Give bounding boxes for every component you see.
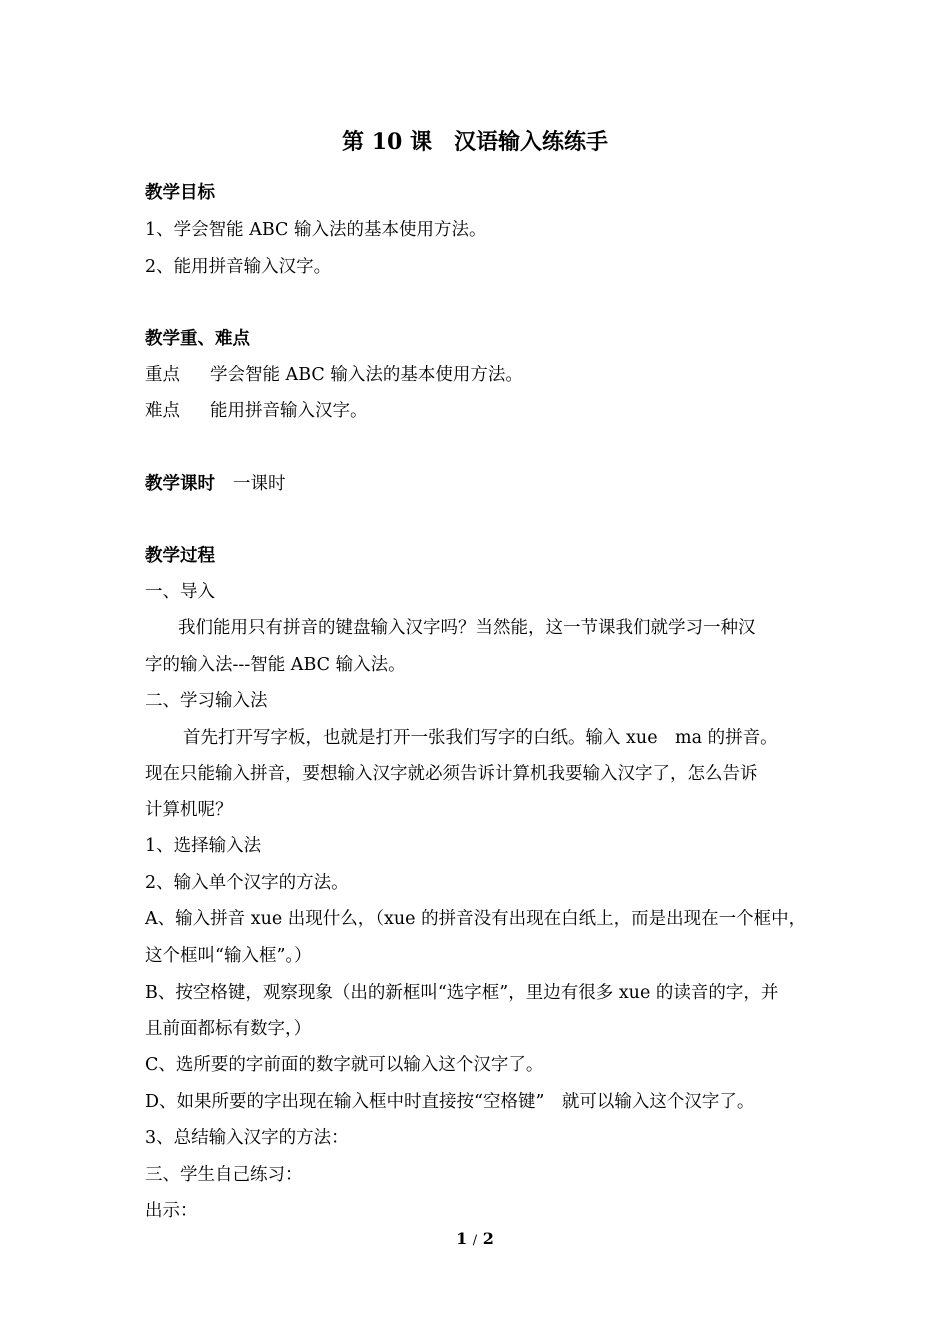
- section-2-paragraph-line-3: 计算机呢？: [145, 800, 233, 820]
- key-point-row: [145, 364, 825, 386]
- page-separator: /: [472, 1233, 478, 1248]
- step-b-line-1: B、按空格键，观察现象（出的新框叫“选字框”，里边有很多 xue 的读音的字，并: [145, 983, 779, 1003]
- section-3-title: 三、学生自己练习：: [145, 1165, 303, 1185]
- section-1-paragraph-line-2: 字的输入法---智能 ABC 输入法。: [145, 655, 406, 675]
- process-heading: 教学过程: [145, 546, 215, 566]
- step-1: 1、选择输入法: [145, 836, 262, 856]
- section-1-title: 一、导入: [145, 582, 215, 602]
- lesson-title: 第 10 课 汉语输入练练手: [342, 129, 608, 155]
- step-2: 2、输入单个汉字的方法。: [145, 873, 349, 893]
- difficult-point-label: 难点: [145, 401, 180, 421]
- total-pages: 2: [482, 1229, 494, 1248]
- section-1-paragraph-line-1: 我们能用只有拼音的键盘输入汉字吗？当然能，这一节课我们就学习一种汉: [178, 618, 756, 638]
- difficult-point-row: [145, 400, 825, 422]
- step-c: C、选所要的字前面的数字就可以输入这个汉字了。: [145, 1055, 544, 1075]
- step-a-line-2: 这个框叫“输入框”。）: [145, 946, 312, 966]
- page-number: [0, 1228, 950, 1252]
- hours-row: [145, 473, 825, 495]
- section-2-paragraph-line-1: 首先打开写字板，也就是打开一张我们写字的白纸。输入 xue ma 的拼音。: [183, 728, 778, 748]
- current-page: 1: [456, 1229, 468, 1248]
- step-a-line-1: A、输入拼音 xue 出现什么，（xue 的拼音没有出现在白纸上，而是出现在一个框中，: [145, 909, 807, 929]
- section-2-paragraph-line-2: 现在只能输入拼音，要想输入汉字就必须告诉计算机我要输入汉字了，怎么告诉: [145, 764, 758, 784]
- step-b-line-2: 且前面都标有数字，）: [145, 1019, 312, 1039]
- hours-heading: 教学课时: [145, 474, 215, 494]
- goals-heading: 教学目标: [145, 183, 215, 203]
- section-2-title: 二、学习输入法: [145, 691, 268, 711]
- step-d: D、如果所要的字出现在输入框中时直接按“空格键” 就可以输入这个汉字了。: [145, 1092, 755, 1112]
- difficult-point-text: 能用拼音输入汉字。: [210, 401, 368, 421]
- hours-value: 一课时: [233, 474, 286, 494]
- keypoints-heading: 教学重、难点: [145, 329, 250, 349]
- goal-item-1: 1、学会智能 ABC 输入法的基本使用方法。: [145, 220, 487, 240]
- key-point-text: 学会智能 ABC 输入法的基本使用方法。: [210, 365, 523, 385]
- show-label: 出示：: [145, 1201, 198, 1221]
- key-point-label: 重点: [145, 365, 180, 385]
- goal-item-2: 2、能用拼音输入汉字。: [145, 257, 332, 277]
- step-3: 3、总结输入汉字的方法：: [145, 1128, 349, 1148]
